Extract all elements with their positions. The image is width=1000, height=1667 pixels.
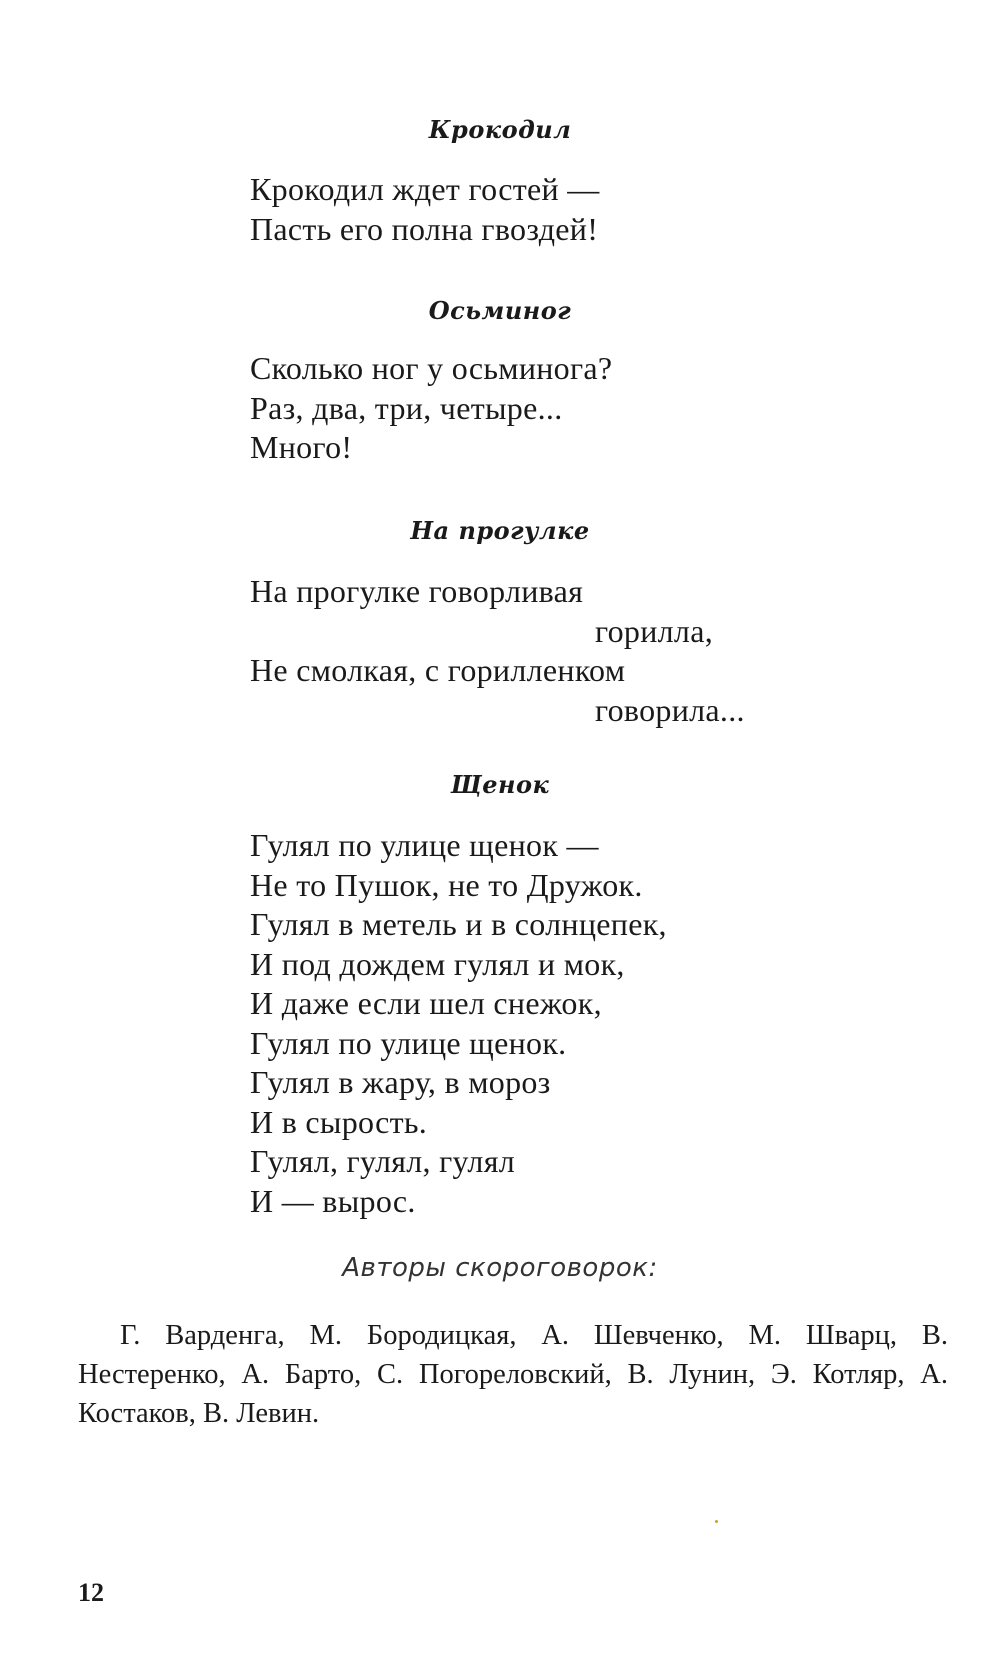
poem-line: Гулял, гулял, гулял — [250, 1143, 515, 1179]
poem-line: Раз, два, три, четыре... — [250, 389, 563, 426]
poem-title-octopus: Осьминог — [428, 296, 572, 325]
poem-line: Крокодил ждет гостей — — [250, 171, 600, 207]
authors-heading: Авторы скороговорок: — [342, 1253, 658, 1283]
poem-body-crocodile — [250, 170, 600, 249]
poem-line: И под дождем гулял и мок, — [250, 945, 625, 982]
page-number: 12 — [78, 1578, 104, 1607]
poem-title-crocodile: Крокодил — [428, 115, 572, 144]
poem-body-puppy — [250, 826, 667, 1221]
poem-line: Много! — [250, 429, 353, 465]
poem-line: И даже если шел снежок, — [250, 985, 602, 1021]
poem-line: Не смолкая, с горилленком — [250, 652, 626, 688]
poem-line: Пасть его полна гвоздей! — [250, 210, 599, 247]
poem-line: Гулял в метель и в солнцепек, — [250, 906, 667, 942]
poem-line: Гулял по улице щенок. — [250, 1024, 567, 1061]
poem-line: говорила... — [595, 691, 745, 728]
poem-title-walk: На прогулке — [410, 516, 590, 545]
poem-line: Гулял в жару, в мороз — [250, 1064, 551, 1100]
authors-list: Г. Варденга, М. Бородицкая, А. Шевченко, М. Шварц, В. Нестеренко, А. Барто, С. Погореловский, В. Лунин, Э. Котляр, А. Костаков, В. Левин. — [78, 1320, 948, 1429]
poem-body-octopus — [250, 349, 612, 468]
poem-line: И в сырость. — [250, 1103, 428, 1140]
poem-body-walk — [250, 572, 745, 730]
poem-line: горилла, — [595, 612, 713, 649]
poem-title-puppy: Щенок — [450, 770, 550, 799]
poem-line: И — вырос. — [250, 1182, 416, 1219]
paper-speck — [715, 1520, 718, 1523]
poem-line: Не то Пушок, не то Дружок. — [250, 866, 643, 903]
poem-line: На прогулке говорливая — [250, 573, 584, 609]
poem-line: Гулял по улице щенок — — [250, 827, 599, 863]
poem-line: Сколько ног у осьминога? — [250, 350, 613, 386]
